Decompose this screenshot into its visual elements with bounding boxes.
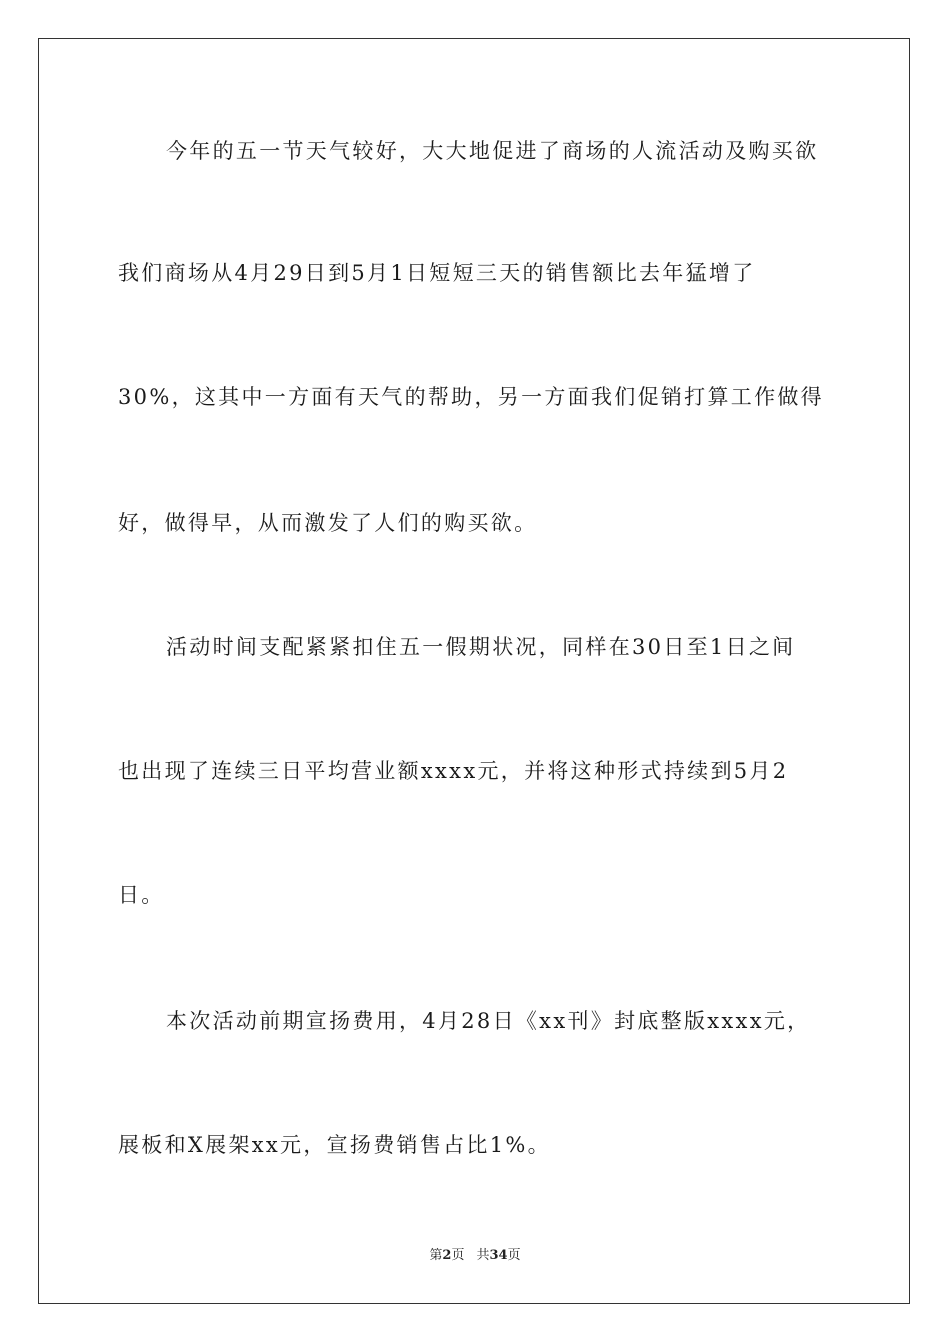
paragraph-3-line-2: 展板和X展架xx元，宣扬费销售占比1%。 (118, 1133, 551, 1157)
page-number: 2 (442, 1248, 452, 1263)
page-border (38, 38, 910, 1304)
paragraph-3-line-1: 本次活动前期宣扬费用，4月28日《xx刊》封底整版xxxx元， (166, 1009, 811, 1033)
paragraph-1-line-1: 今年的五一节天气较好，大大地促进了商场的人流活动及购买欲 (166, 139, 819, 163)
page-suffix: 页 (451, 1248, 465, 1263)
total-suffix: 页 (507, 1248, 521, 1263)
paragraph-1-line-4: 好，做得早，从而激发了人们的购买欲。 (118, 511, 538, 535)
paragraph-2-line-3: 日。 (118, 883, 165, 907)
paragraph-1-line-2: 我们商场从4月29日到5月1日短短三天的销售额比去年猛增了 (118, 261, 756, 285)
paragraph-2-line-2: 也出现了连续三日平均营业额xxxx元，并将这种形式持续到5月2 (118, 759, 789, 783)
page-footer (0, 1244, 950, 1263)
total-pages: 34 (489, 1248, 508, 1263)
paragraph-2-line-1: 活动时间支配紧紧扣住五一假期状况，同样在30日至1日之间 (166, 635, 796, 659)
total-prefix: 共 (476, 1248, 490, 1263)
paragraph-1-line-3: 30%，这其中一方面有天气的帮助，另一方面我们促销打算工作做得 (118, 385, 824, 409)
page-prefix: 第 (429, 1248, 443, 1263)
